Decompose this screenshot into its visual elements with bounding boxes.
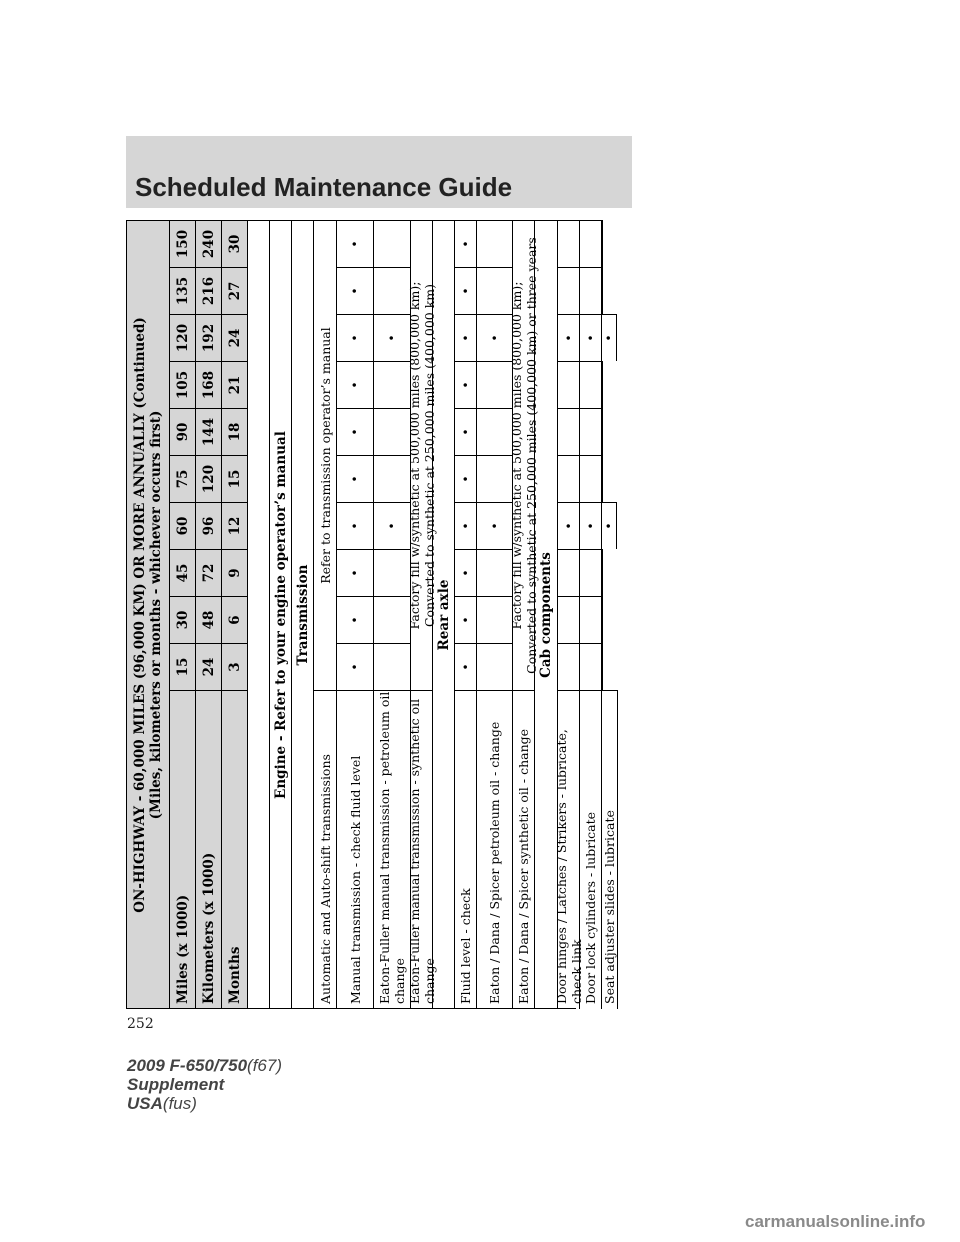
row-manual-check: Manual transmission - check fluid level <box>337 690 374 1009</box>
empty-cell <box>602 455 603 502</box>
service-dot: • <box>455 267 477 314</box>
header-value: 27 <box>222 267 248 314</box>
service-dot: • <box>455 643 477 690</box>
page-number: 252 <box>127 1016 154 1032</box>
empty-cell <box>374 220 411 267</box>
header-value: 216 <box>196 267 222 314</box>
eaton-synthetic-note-note-line2: Converted to synthetic at 250,000 miles (400,000 km) <box>421 283 437 628</box>
axle-synthetic-note-note-line1: Factory fill w/synthetic at 500,000 miles (800,000 km); <box>508 281 524 630</box>
empty-cell <box>374 455 411 502</box>
header-value: 192 <box>196 314 222 361</box>
header-value: 21 <box>222 361 248 408</box>
header-value: 15 <box>170 643 196 690</box>
service-dot: • <box>337 361 374 408</box>
service-dot: • <box>602 502 617 549</box>
table-title <box>126 220 170 1009</box>
service-dot: • <box>337 549 374 596</box>
service-dot: • <box>337 267 374 314</box>
table-title-line1: ON-HIGHWAY - 60,000 MILES (96,000 KM) OR MORE ANNUALLY (Continued) <box>131 317 148 913</box>
empty-cell <box>580 408 602 455</box>
empty-cell <box>602 549 603 596</box>
empty-cell <box>580 596 602 643</box>
empty-cell <box>602 643 603 690</box>
service-dot: • <box>580 314 602 361</box>
row-axle-check: Fluid level - check <box>455 690 477 1009</box>
empty-cell <box>558 596 580 643</box>
header-value: 6 <box>222 596 248 643</box>
service-dot: • <box>455 408 477 455</box>
service-dot: • <box>337 502 374 549</box>
service-dot: • <box>455 596 477 643</box>
header-value: 12 <box>222 502 248 549</box>
empty-cell <box>477 643 513 690</box>
empty-cell <box>580 361 602 408</box>
service-dot: • <box>455 502 477 549</box>
section-rear-axle: Rear axle <box>433 220 455 1009</box>
service-dot: • <box>477 314 513 361</box>
empty-cell <box>602 220 603 267</box>
footer-model: 2009 F-650/750 <box>127 1056 248 1075</box>
service-dot: • <box>455 361 477 408</box>
header-value: 48 <box>196 596 222 643</box>
service-dot: • <box>580 502 602 549</box>
service-dot: • <box>558 314 580 361</box>
empty-cell <box>558 361 580 408</box>
header-value: 72 <box>196 549 222 596</box>
service-dot: • <box>337 220 374 267</box>
empty-cell <box>580 455 602 502</box>
row-seat-slides: Seat adjuster slides - lubricate <box>602 690 618 1009</box>
row-eaton-petroleum: Eaton-Fuller manual transmission - petroleum oil change <box>374 690 411 1009</box>
empty-cell <box>558 220 580 267</box>
service-dot: • <box>337 408 374 455</box>
empty-cell <box>558 643 580 690</box>
header-label: Months <box>222 690 248 1009</box>
header-label: Kilometers (x 1000) <box>196 690 222 1009</box>
table-title-line2: (Miles, kilometers or months - whichever occurs first) <box>147 410 164 820</box>
empty-cell <box>580 220 602 267</box>
spacer-row <box>248 220 270 1009</box>
service-dot: • <box>337 314 374 361</box>
service-dot: • <box>374 314 411 361</box>
empty-cell <box>580 549 602 596</box>
empty-cell <box>374 361 411 408</box>
section-cab-components: Cab components <box>535 220 558 1009</box>
header-value: 3 <box>222 643 248 690</box>
empty-cell <box>580 267 602 314</box>
axle-synthetic-note-note-line2: Converted to synthetic at 250,000 miles (400,000 km) or three years <box>523 237 539 674</box>
service-dot: • <box>602 314 617 361</box>
header-value: 90 <box>170 408 196 455</box>
header-value: 24 <box>222 314 248 361</box>
header-value: 96 <box>196 502 222 549</box>
service-dot: • <box>337 643 374 690</box>
service-dot: • <box>337 596 374 643</box>
empty-cell <box>580 643 602 690</box>
engine-note: Engine - Refer to your engine operator’s manual <box>270 220 292 1009</box>
eaton-synthetic-note-note-line1: Factory fill w/synthetic at 500,000 miles (800,000 km); <box>406 281 422 630</box>
header-value: 24 <box>196 643 222 690</box>
empty-cell <box>374 408 411 455</box>
service-dot: • <box>455 220 477 267</box>
service-dot: • <box>455 314 477 361</box>
row-eaton-synthetic: Eaton-Fuller manual transmission - synthetic oil change <box>411 690 433 1009</box>
service-dot: • <box>558 502 580 549</box>
header-value: 144 <box>196 408 222 455</box>
empty-cell <box>477 220 513 267</box>
header-value: 18 <box>222 408 248 455</box>
header-value: 75 <box>170 455 196 502</box>
footer-market: USA <box>127 1094 163 1113</box>
maintenance-table-wrapper <box>126 220 617 1009</box>
header-value: 60 <box>170 502 196 549</box>
footer-supplement: Supplement <box>127 1075 225 1094</box>
auto-transmission-note: Refer to transmission operator’s manual <box>314 220 337 690</box>
page-title: Scheduled Maintenance Guide <box>135 172 513 202</box>
service-dot: • <box>337 455 374 502</box>
header-value: 120 <box>196 455 222 502</box>
empty-cell <box>374 643 411 690</box>
watermark: carmanualsonline.info <box>745 1212 926 1231</box>
empty-cell <box>374 596 411 643</box>
empty-cell <box>374 549 411 596</box>
footer <box>127 1056 282 1113</box>
header-value: 150 <box>170 220 196 267</box>
header-value: 30 <box>222 220 248 267</box>
service-dot: • <box>455 455 477 502</box>
section-transmission: Transmission <box>292 220 314 1009</box>
footer-market-code: (fus) <box>162 1094 197 1113</box>
header-value: 135 <box>170 267 196 314</box>
row-door-lock: Door lock cylinders - lubricate <box>580 690 602 1009</box>
row-axle-petroleum: Eaton / Dana / Spicer petroleum oil - change <box>477 690 513 1009</box>
empty-cell <box>558 408 580 455</box>
header-value: 15 <box>222 455 248 502</box>
empty-cell <box>558 267 580 314</box>
header-label: Miles (x 1000) <box>170 690 196 1009</box>
service-dot: • <box>477 502 513 549</box>
row-axle-synthetic: Eaton / Dana / Spicer synthetic oil - change <box>513 690 535 1009</box>
empty-cell <box>374 267 411 314</box>
header-value: 168 <box>196 361 222 408</box>
header-value: 120 <box>170 314 196 361</box>
service-dot: • <box>455 549 477 596</box>
header-value: 9 <box>222 549 248 596</box>
service-dot: • <box>374 502 411 549</box>
empty-cell <box>558 549 580 596</box>
maintenance-table <box>126 220 617 1009</box>
row-door-hinges: Door hinges / Latches / Strikers - lubricate, check link <box>558 690 580 1009</box>
eaton-synthetic-note <box>406 220 437 690</box>
header-value: 105 <box>170 361 196 408</box>
empty-cell <box>602 267 603 314</box>
axle-synthetic-note <box>508 220 539 690</box>
empty-cell <box>602 596 603 643</box>
header-value: 30 <box>170 596 196 643</box>
empty-cell <box>602 408 603 455</box>
footer-model-code: (f67) <box>247 1056 283 1075</box>
empty-cell <box>602 361 603 408</box>
empty-cell <box>558 455 580 502</box>
header-value: 45 <box>170 549 196 596</box>
row-auto-transmission: Automatic and Auto-shift transmissions <box>314 690 337 1009</box>
header-value: 240 <box>196 220 222 267</box>
